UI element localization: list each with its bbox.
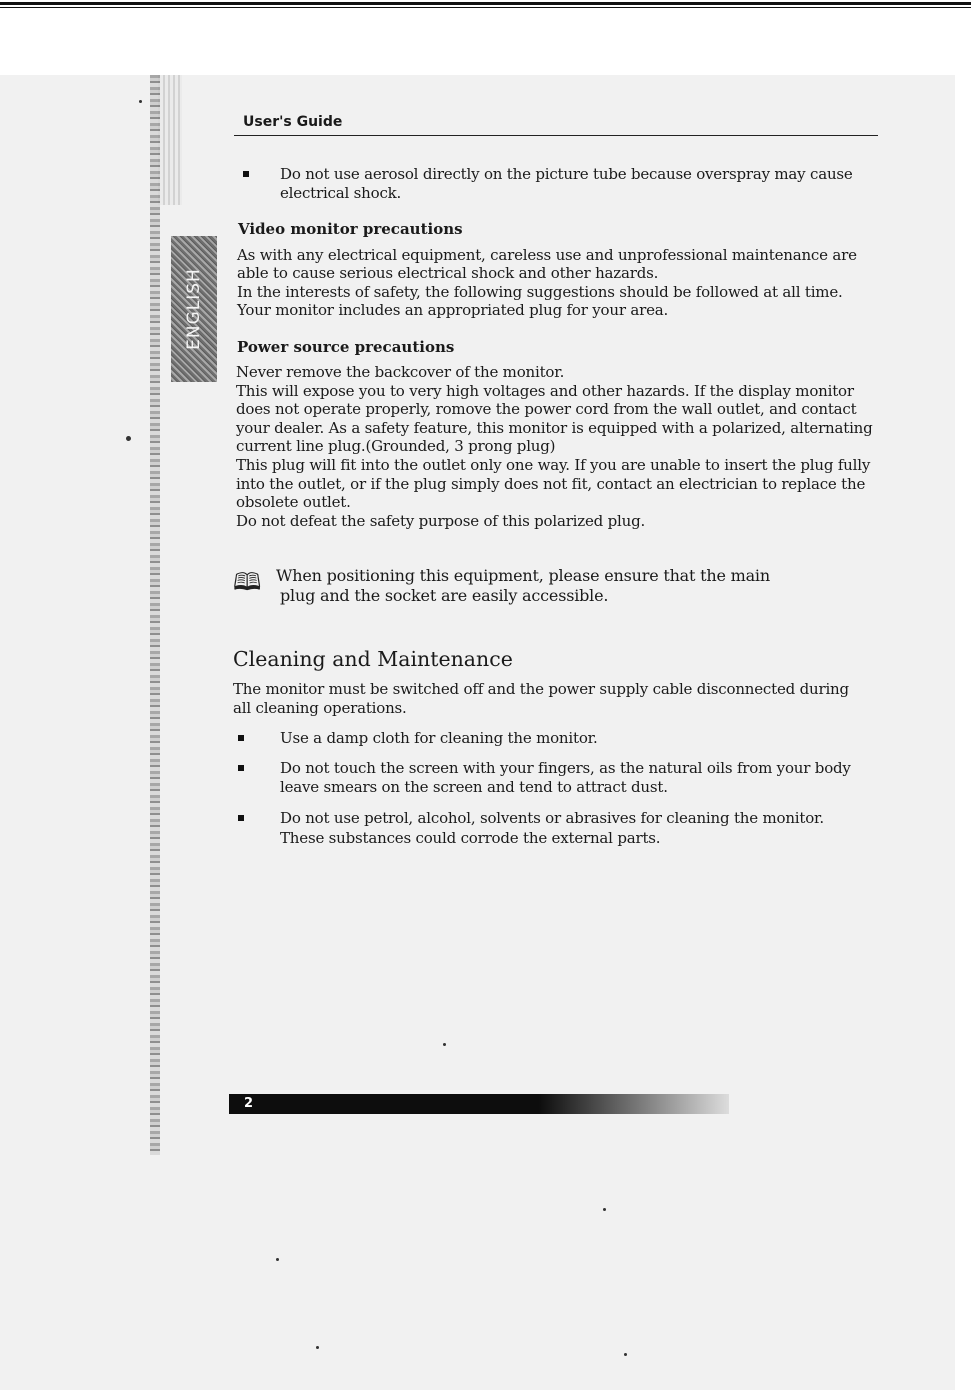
- cleaning-intro-line: The monitor must be switched off and the power supply cable disconnected during: [233, 680, 849, 698]
- language-tab-label: ENGLISH: [184, 268, 205, 350]
- scan-speck: [603, 1208, 606, 1211]
- power-line: into the outlet, or if the plug simply does not fit, contact an electrician to replace the: [236, 475, 866, 493]
- cleaning-bullet-line: These substances could corrode the external parts.: [280, 829, 661, 847]
- cleaning-bullet-line: Do not touch the screen with your fingers, as the natural oils from your body: [280, 759, 851, 777]
- top-rule: [0, 2, 971, 5]
- power-line: Never remove the backcover of the monitor.: [236, 363, 565, 381]
- power-line: does not operate properly, romove the power cord from the wall outlet, and contact: [236, 400, 857, 418]
- cleaning-bullet-line: Use a damp cloth for cleaning the monitor.: [280, 729, 598, 747]
- cleaning-bullet-line: Do not use petrol, alcohol, solvents or abrasives for cleaning the monitor.: [280, 809, 824, 827]
- cleaning-title: Cleaning and Maintenance: [233, 647, 513, 671]
- power-line: This will expose you to very high voltages and other hazards. If the display monitor: [236, 382, 854, 400]
- cleaning-intro-line: all cleaning operations.: [233, 699, 407, 717]
- video-precautions-heading: Video monitor precautions: [238, 220, 463, 238]
- bullet-marker: [243, 171, 249, 177]
- power-line: This plug will fit into the outlet only one way. If you are unable to insert the plug fully: [236, 456, 871, 474]
- bullet-marker: [238, 765, 244, 771]
- footer-bar: [229, 1094, 729, 1114]
- bullet-marker: [238, 735, 244, 741]
- binding-spine: [150, 75, 160, 1155]
- scan-speck: [443, 1043, 446, 1046]
- video-line: In the interests of safety, the following suggestions should be followed at all time.: [237, 283, 843, 301]
- power-line: obsolete outlet.: [236, 493, 351, 511]
- page-number: 2: [244, 1096, 254, 1111]
- scan-speck: [126, 436, 131, 441]
- power-line: Do not defeat the safety purpose of this polarized plug.: [236, 512, 646, 530]
- scan-speck: [624, 1353, 627, 1356]
- header-rule: [234, 135, 878, 136]
- video-line: Your monitor includes an appropriated plug for your area.: [237, 301, 669, 319]
- binding-shadow: [158, 75, 182, 205]
- video-line: able to cause serious electrical shock and other hazards.: [237, 264, 659, 282]
- video-line: As with any electrical equipment, careless use and unprofessional maintenance are: [237, 246, 857, 264]
- power-line: your dealer. As a safety feature, this monitor is equipped with a polarized, alternating: [236, 419, 873, 437]
- note-line: plug and the socket are easily accessible.: [280, 586, 609, 605]
- language-tab: [171, 236, 217, 382]
- bullet-marker: [238, 815, 244, 821]
- scan-speck: [139, 100, 142, 103]
- power-line: current line plug.(Grounded, 3 prong plug): [236, 437, 556, 455]
- power-precautions-heading: Power source precautions: [237, 338, 455, 356]
- intro-bullet-text: Do not use aerosol directly on the picture tube because overspray may cause electrical shock.: [280, 165, 853, 202]
- scan-speck: [276, 1258, 279, 1261]
- cleaning-bullet-line: leave smears on the screen and tend to attract dust.: [280, 778, 668, 796]
- header-label: User's Guide: [243, 114, 343, 130]
- scan-speck: [316, 1346, 319, 1349]
- note-line: When positioning this equipment, please ensure that the main: [276, 566, 770, 585]
- note-icon: 🕮: [233, 568, 262, 596]
- top-rule-thin: [0, 7, 971, 8]
